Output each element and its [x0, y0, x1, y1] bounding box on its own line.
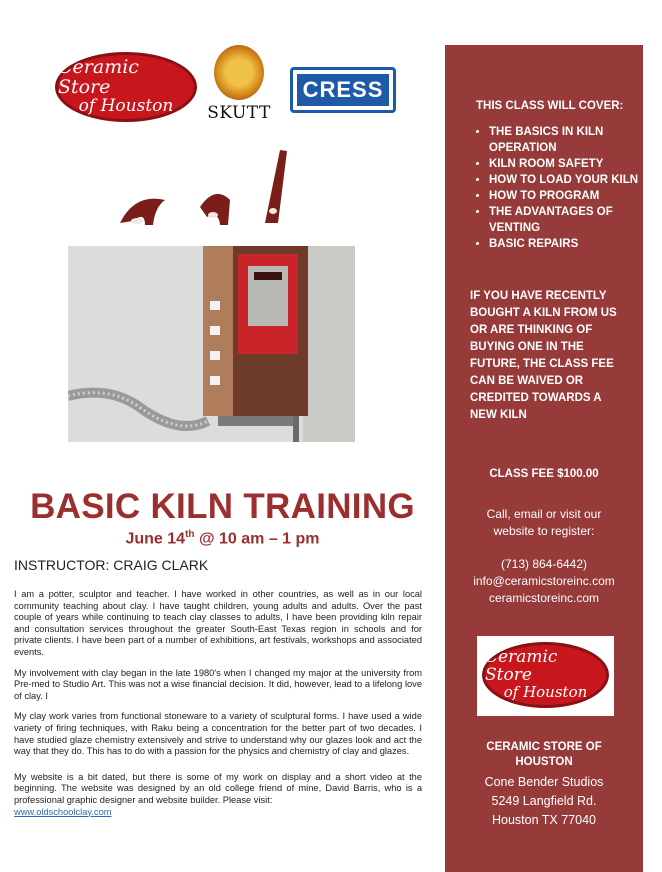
sidebar-ceramic-store-logo	[482, 642, 609, 708]
instructor-bio	[14, 589, 422, 827]
kiln-props-image	[115, 145, 305, 235]
topic-item: • BASIC REPAIRS	[489, 236, 639, 252]
bio-paragraph-1: I am a potter, sculptor and teacher. I have worked in other countries, as well as in our local community teaching about clay. I have taught children, young adults and adults. Over the past couple of years while continuing to teach clay classes to adults, I have been providing kiln repair and consultation services throughout the greater South-East Texas region in schools and for private clients. I have been part of a number of exhibitions, art festivals, workshops and associated events.	[14, 589, 422, 657]
ceramic-store-logo	[55, 52, 197, 122]
register-line-2: website to register:	[493, 524, 595, 538]
website-link[interactable]: www.oldschoolclay.com	[14, 806, 112, 817]
phone-number[interactable]: (713) 864-6442)	[500, 557, 588, 571]
topic-item: • HOW TO LOAD YOUR KILN	[489, 172, 639, 188]
date-ordinal: th	[185, 529, 195, 540]
bio-paragraph-4-text: My website is a bit dated, but there is some of my work on display and a short video at the beginning. The website was designed by an old college friend of mine, David Barris, who is a professional graphic designer and website builder. Please visit:	[14, 771, 422, 805]
sidebar-logo-box	[477, 636, 614, 716]
store-name-line1: CERAMIC STORE OF	[486, 741, 602, 753]
instructor-heading: INSTRUCTOR: CRAIG CLARK	[14, 557, 209, 573]
topic-item: • HOW TO PROGRAM	[489, 188, 639, 204]
cress-logo	[290, 67, 396, 113]
date-prefix: June 14	[125, 530, 186, 548]
logo-line2: of Houston	[78, 96, 174, 117]
studio-name: Cone Bender Studios	[484, 775, 604, 789]
kiln-photo	[68, 246, 355, 442]
store-address	[445, 773, 643, 830]
topic-item: • THE BASICS IN KILN OPERATION	[489, 124, 639, 156]
bio-paragraph-3: My clay work varies from functional stoneware to a variety of sculptural forms. I have used a wide variety of firing techniques, with Raku being a concentration for the better part of two decades. I have studied glaze chemistry extensively and strive to understand why our glazes look and act the way that they do. This has to do with a passion for the physics and chemistry of clay and glazes.	[14, 711, 422, 757]
store-name-line2: HOUSTON	[515, 756, 573, 768]
kiln-purchase-note: IF YOU HAVE RECENTLY BOUGHT A KILN FROM US OR ARE THINKING OF BUYING ONE IN THE FUTURE, THE CLASS FEE CAN BE WAIVED OR CREDITED TOWARDS A NEW KILN	[470, 290, 617, 421]
street-address: 5249 Langfield Rd.	[491, 794, 597, 808]
date-time: @ 10 am – 1 pm	[194, 530, 320, 548]
bio-paragraph-4	[14, 772, 422, 818]
sidebar-heading: THIS CLASS WILL COVER:	[476, 100, 624, 112]
city-address: Houston TX 77040	[491, 813, 596, 827]
topic-item: • THE ADVANTAGES OF VENTING	[489, 204, 639, 236]
store-website[interactable]: ceramicstoreinc.com	[488, 591, 600, 605]
topic-item: • KILN ROOM SAFETY	[489, 156, 639, 172]
sidebar-logo-line1: Ceramic Store	[485, 647, 558, 686]
skutt-logo	[204, 45, 274, 130]
class-date	[0, 529, 445, 548]
sidebar	[445, 45, 643, 872]
contact-block	[445, 506, 643, 607]
topics-list	[455, 124, 639, 252]
email-address[interactable]: info@ceramicstoreinc.com	[473, 574, 615, 588]
class-fee: CLASS FEE $100.00	[489, 468, 599, 480]
sidebar-logo-line2: of Houston	[503, 682, 588, 701]
cress-wordmark: CRESS	[297, 74, 389, 106]
store-name	[445, 740, 643, 770]
page-title: BASIC KILN TRAINING	[30, 487, 415, 526]
bio-paragraph-2: My involvement with clay began in the late 1980's when I changed my major at the university from Pre-med to Studio Art. This was not a wise financial decision. It did, however, lead to a lifelong love of clay. I	[14, 667, 422, 701]
register-line-1: Call, email or visit our	[486, 507, 602, 521]
skutt-wordmark: SKUTT	[207, 103, 271, 123]
sun-icon	[214, 45, 264, 100]
logo-line1: Ceramic Store	[58, 56, 139, 99]
